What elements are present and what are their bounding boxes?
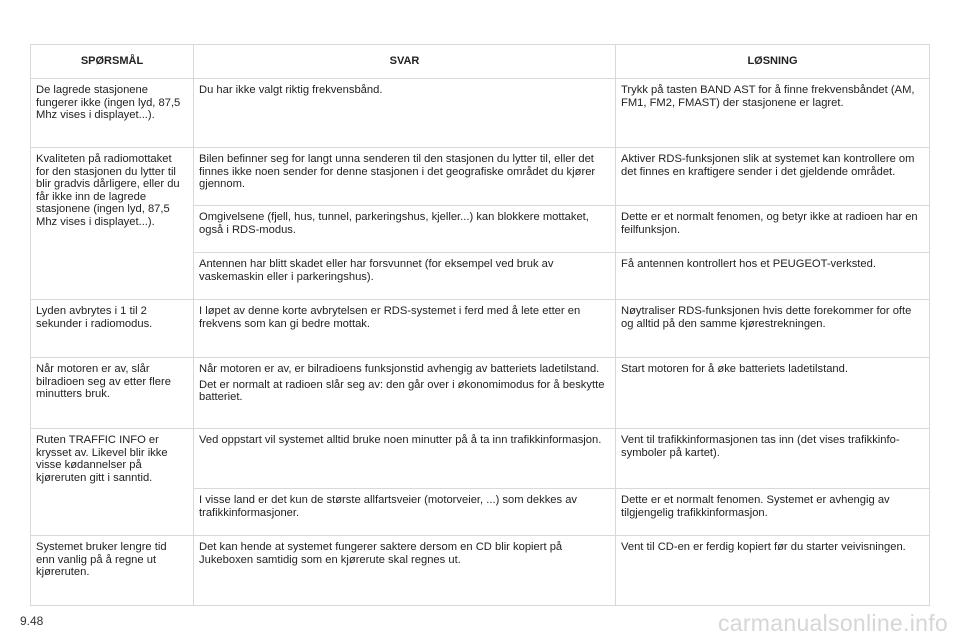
table-row <box>31 300 930 358</box>
question-cell: Systemet bruker lengre tid enn vanlig på å regne ut kjøreruten. <box>31 536 194 606</box>
header-answer: SVAR <box>194 45 616 79</box>
solution-cell: Aktiver RDS-funksjonen slik at systemet kan kontrollere om det finnes en kraftigere sender i det gjeldende området. <box>616 148 930 206</box>
solution-cell: Trykk på tasten BAND AST for å finne frekvensbåndet (AM, FM1, FM2, FMAST) der stasjonene er lagret. <box>616 79 930 148</box>
answer-paragraph: Når motoren er av, er bilradioens funksjonstid avhengig av batteriets ladetilstand. <box>199 363 600 375</box>
question-cell: Ruten TRAFFIC INFO er krysset av. Likevel blir ikke visse kødannelser på kjøreruten gitt i sanntid. <box>31 429 194 536</box>
answer-cell <box>194 358 616 429</box>
solution-cell: Nøytraliser RDS-funksjonen hvis dette forekommer for ofte og alltid på den samme kjørestrekningen. <box>616 300 930 358</box>
solution-cell: Vent til CD-en er ferdig kopiert før du starter veivisningen. <box>616 536 930 606</box>
table-row <box>31 79 930 148</box>
header-solution: LØSNING <box>616 45 930 79</box>
answer-cell: Du har ikke valgt riktig frekvensbånd. <box>194 79 616 148</box>
table-header-row <box>31 45 930 79</box>
solution-cell: Få antennen kontrollert hos et PEUGEOT-verksted. <box>616 253 930 300</box>
answer-cell: Antennen har blitt skadet eller har forsvunnet (for eksempel ved bruk av vaskemaskin eller i parkeringshus). <box>194 253 616 300</box>
troubleshooting-table <box>30 44 930 606</box>
solution-cell: Dette er et normalt fenomen, og betyr ikke at radioen har en feilfunksjon. <box>616 206 930 253</box>
solution-cell: Vent til trafikkinformasjonen tas inn (det vises trafikkinfo-symboler på kartet). <box>616 429 930 489</box>
answer-cell: I visse land er det kun de største allfartsveier (motorveier, ...) som dekkes av trafikkinformasjoner. <box>194 489 616 536</box>
answer-cell: I løpet av denne korte avbrytelsen er RDS-systemet i ferd med å lete etter en frekvens som kan gi bedre mottak. <box>194 300 616 358</box>
watermark-text: carmanualsonline.info <box>717 610 948 636</box>
table-row <box>31 358 930 429</box>
table-row <box>31 148 930 206</box>
answer-cell: Omgivelsene (fjell, hus, tunnel, parkeringshus, kjeller...) kan blokkere mottaket, også i RDS-modus. <box>194 206 616 253</box>
question-cell: Lyden avbrytes i 1 til 2 sekunder i radiomodus. <box>31 300 194 358</box>
answer-cell: Det kan hende at systemet fungerer saktere dersom en CD blir kopiert på Jukeboxen samtidig som en kjørerute skal regnes ut. <box>194 536 616 606</box>
page-number: 9.48 <box>20 614 44 628</box>
question-cell: Når motoren er av, slår bilradioen seg av etter flere minutters bruk. <box>31 358 194 429</box>
question-cell: De lagrede stasjonene fungerer ikke (ingen lyd, 87,5 Mhz vises i displayet...). <box>31 79 194 148</box>
table-row <box>31 429 930 489</box>
solution-cell: Start motoren for å øke batteriets ladetilstand. <box>616 358 930 429</box>
table-row <box>31 536 930 606</box>
answer-cell: Bilen befinner seg for langt unna senderen til den stasjonen du lytter til, eller det finnes ikke noen sender for denne stasjonen i det geografiske området du kjører gjennom. <box>194 148 616 206</box>
question-cell: Kvaliteten på radiomottaket for den stasjonen du lytter til blir gradvis dårligere, eller du får ikke inn de lagrede stasjonene (ingen lyd, 87,5 Mhz vises i displayet...). <box>31 148 194 300</box>
solution-cell: Dette er et normalt fenomen. Systemet er avhengig av tilgjengelig trafikkinformasjon. <box>616 489 930 536</box>
header-question: SPØRSMÅL <box>31 45 194 79</box>
answer-cell: Ved oppstart vil systemet alltid bruke noen minutter på å ta inn trafikkinformasjon. <box>194 429 616 489</box>
answer-paragraph: Det er normalt at radioen slår seg av: den går over i økonomimodus for å beskytte batteriet. <box>199 378 605 404</box>
